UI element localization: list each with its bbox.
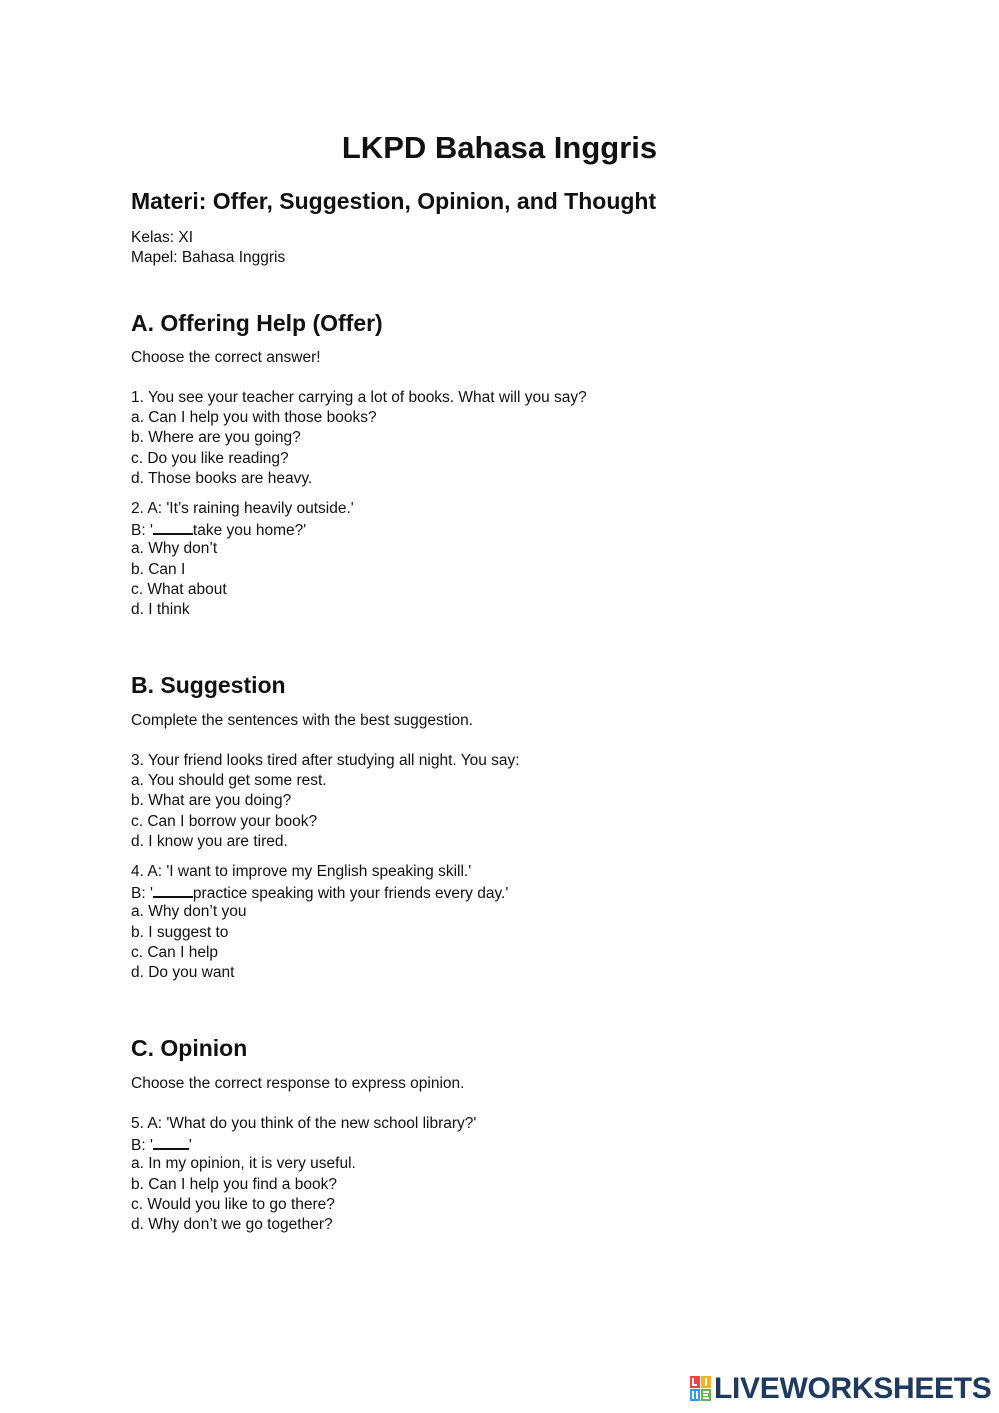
question-1 xyxy=(131,388,587,489)
dialogue-suffix: take you home?' xyxy=(192,522,307,540)
answer-option[interactable]: b. What are you doing? xyxy=(131,792,292,810)
question-stem: 3. Your friend looks tired after studying all night. You say: xyxy=(131,752,520,769)
liveworksheets-logo[interactable] xyxy=(690,1372,992,1406)
answer-option[interactable]: b. Can I help you find a book? xyxy=(131,1175,337,1193)
answer-option[interactable]: d. I think xyxy=(131,600,190,618)
liveworksheets-logo-text: LIVEWORKSHEETS xyxy=(714,1372,992,1405)
answer-option[interactable]: a. Why don’t you xyxy=(131,903,247,921)
dialogue-line xyxy=(131,882,508,902)
answer-option[interactable]: a. Can I help you with those books? xyxy=(131,409,377,427)
question-3 xyxy=(131,751,520,852)
question-5 xyxy=(131,1114,476,1235)
question-stem: 1. You see your teacher carrying a lot of books. What will you say? xyxy=(131,389,587,406)
answer-option[interactable]: c. Would you like to go there? xyxy=(131,1195,335,1213)
class-label: Kelas: XI xyxy=(131,229,194,246)
answer-option[interactable]: d. Do you want xyxy=(131,963,235,981)
answer-option[interactable]: a. Why don’t xyxy=(131,540,218,558)
section-c-heading: C. Opinion xyxy=(131,1035,248,1061)
answer-blank[interactable] xyxy=(153,519,193,535)
answer-blank[interactable] xyxy=(153,1134,189,1150)
section-b-heading: B. Suggestion xyxy=(131,672,286,698)
dialogue-line xyxy=(131,519,354,539)
liveworksheets-logo-icon xyxy=(690,1376,712,1402)
answer-option[interactable]: a. In my opinion, it is very useful. xyxy=(131,1155,356,1173)
dialogue-prefix: B: ' xyxy=(131,1137,153,1155)
answer-option[interactable]: c. Can I borrow your book? xyxy=(131,812,318,830)
subject-label: Mapel: Bahasa Inggris xyxy=(131,249,286,266)
question-stem: 5. A: 'What do you think of the new school library?' xyxy=(131,1115,477,1132)
answer-option[interactable]: b. Can I xyxy=(131,560,186,578)
dialogue-line xyxy=(131,1134,476,1154)
question-4 xyxy=(131,862,508,983)
answer-option[interactable]: c. Can I help xyxy=(131,943,219,961)
answer-option[interactable]: c. Do you like reading? xyxy=(131,449,289,467)
answer-option[interactable]: d. I know you are tired. xyxy=(131,832,288,850)
answer-option[interactable]: a. You should get some rest. xyxy=(131,772,327,790)
answer-option[interactable]: d. Those books are heavy. xyxy=(131,469,313,487)
question-2 xyxy=(131,499,354,620)
question-stem: 4. A: 'I want to improve my English speaking skill.' xyxy=(131,863,472,880)
material-subtitle: Materi: Offer, Suggestion, Opinion, and Thought xyxy=(131,188,657,214)
dialogue-suffix: ' xyxy=(188,1137,192,1155)
section-c-instruction: Choose the correct response to express opinion. xyxy=(131,1075,465,1092)
page-title: LKPD Bahasa Inggris xyxy=(341,130,658,165)
answer-option[interactable]: d. Why don’t we go together? xyxy=(131,1215,333,1233)
dialogue-prefix: B: ' xyxy=(131,885,153,903)
answer-option[interactable]: b. Where are you going? xyxy=(131,429,301,447)
answer-option[interactable]: b. I suggest to xyxy=(131,923,229,941)
section-b-instruction: Complete the sentences with the best suggestion. xyxy=(131,712,474,729)
answer-blank[interactable] xyxy=(153,882,193,898)
dialogue-suffix: practice speaking with your friends every day.' xyxy=(192,885,509,903)
answer-option[interactable]: c. What about xyxy=(131,580,227,598)
question-stem: 2. A: 'It’s raining heavily outside.' xyxy=(131,500,354,517)
section-a-instruction: Choose the correct answer! xyxy=(131,349,321,366)
dialogue-prefix: B: ' xyxy=(131,522,153,540)
section-a-heading: A. Offering Help (Offer) xyxy=(131,310,383,336)
